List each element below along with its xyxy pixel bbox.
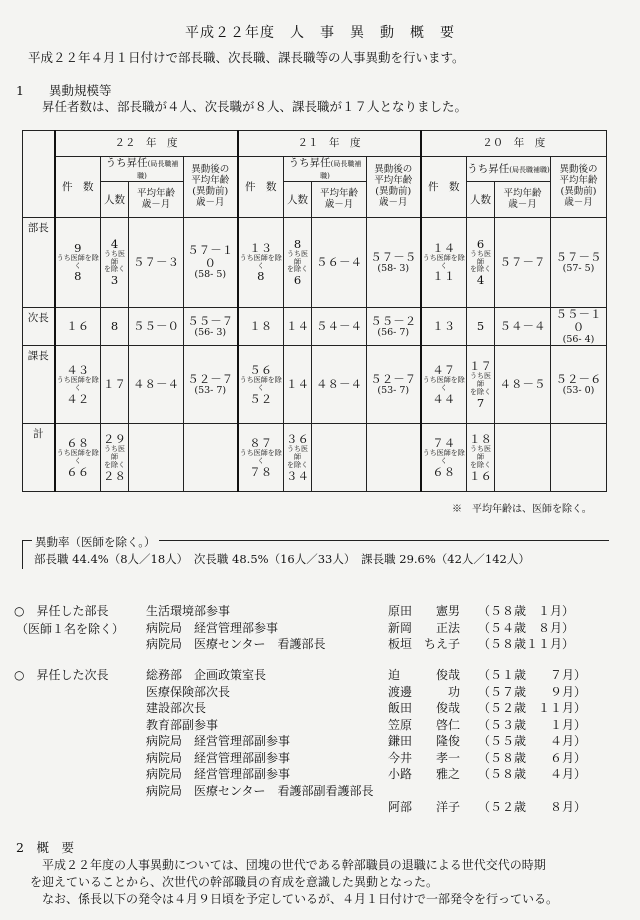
person-name: 新岡 正法	[388, 620, 461, 635]
person-age: （５８歳 ４月）	[478, 767, 587, 781]
avg-after-header-line: 異動後の	[559, 164, 598, 176]
promo-value: 8	[110, 319, 119, 334]
avg-before-value: (53- 7)	[194, 385, 227, 397]
count-value: ５６	[249, 363, 273, 378]
exclude-note: く	[257, 383, 265, 392]
person-age: （５２歳 １１月）	[478, 701, 587, 715]
promo-value: 8	[293, 236, 302, 251]
exclude-note: うち医師	[287, 445, 308, 462]
avg-after-header-line: 歳－月	[378, 196, 408, 208]
exclude-note: うち医師	[104, 250, 125, 266]
avg-value: ４８－５	[499, 377, 546, 392]
promo-header	[467, 157, 551, 182]
personnel-table	[22, 130, 607, 492]
person-age: （５５歳 ４月）	[478, 734, 587, 748]
avg-after-header	[551, 157, 607, 218]
count-value: １８	[249, 319, 273, 334]
row-label: 部長	[23, 218, 55, 308]
avg-header	[495, 182, 551, 218]
avg-after-value: ５７－１０	[187, 242, 234, 271]
section1-text: 昇任者数は、部長職が４人、次長職が８人、課長職が１７人となりました。	[42, 99, 468, 114]
avg-after-cell	[184, 308, 238, 346]
avg-before-value: (56- 4)	[562, 333, 595, 345]
avg-after-value: ５７－５	[370, 249, 417, 264]
count-value-excl: ６６	[66, 464, 90, 479]
exclude-note: うち医師を除	[422, 449, 465, 458]
avg-before-value: (58- 5)	[194, 269, 227, 281]
person-name: 渡邊 功	[388, 684, 461, 699]
avg-after-header-line: 平均年齢	[191, 175, 230, 187]
avg-after-cell	[184, 424, 238, 492]
table-row	[23, 424, 607, 492]
promo-value-excl: ３４	[286, 468, 309, 483]
promo-header-note: (局長職補職)	[509, 166, 550, 175]
person-post: 病院局 医療センター 看護部副看護部長	[146, 783, 374, 798]
avg-cell	[495, 346, 551, 424]
avg-cell	[312, 308, 367, 346]
row-label: 計	[23, 424, 55, 492]
table-row	[23, 346, 607, 424]
promo-value-excl: 7	[476, 395, 485, 410]
year-header-22: ２２ 年 度	[55, 131, 238, 157]
person-age: （５８歳１１月）	[478, 637, 575, 651]
avg-after-header-line: 平均年齢	[374, 175, 413, 187]
page-title: 平成２２年度 人 事 異 動 概 要	[185, 25, 455, 41]
exclude-note: を除く	[104, 265, 125, 274]
promo-value: ２９	[103, 432, 126, 447]
avg-header-line: 平均年齢	[503, 187, 542, 199]
count-value: １４	[432, 240, 456, 255]
promo-header-label: うち昇任	[288, 157, 331, 169]
count-cell	[238, 424, 284, 492]
avg-before-value: (57- 5)	[562, 262, 595, 274]
count-header: 件 数	[55, 157, 101, 218]
count-value-excl: ４２	[66, 391, 90, 406]
avg-after-value: ５５－２	[370, 313, 417, 328]
avg-before-value: (53- 0)	[562, 385, 595, 397]
avg-after-header-line: 歳－月	[195, 196, 225, 208]
count-value: 9	[74, 240, 82, 255]
avg-value: ５７－３	[133, 255, 179, 270]
count-cell	[55, 346, 101, 424]
avg-after-header-line: 歳－月	[564, 196, 593, 208]
table-note: ※ 平均年齢は、医師を除く。	[452, 504, 592, 515]
person-name: 板垣 ちえ子	[388, 637, 461, 651]
exclude-note: うち医師を除	[422, 253, 465, 262]
person-post: 生活環境部参事	[146, 604, 231, 618]
count-value-excl: １１	[432, 269, 456, 284]
count-value: ６８	[66, 436, 90, 451]
count-value-excl: ４４	[432, 391, 456, 406]
person-post: 病院局 経営管理部副参事	[146, 750, 291, 765]
person-name: 小路 雅之	[388, 767, 461, 781]
person-post: 病院局 経営管理部参事	[146, 620, 279, 635]
avg-cell	[312, 218, 367, 308]
avg-cell	[129, 218, 184, 308]
avg-after-header-line: (異動前)	[560, 186, 597, 198]
promo-cell	[467, 218, 495, 308]
count-value: ４３	[66, 363, 90, 378]
promo-header-note: (局長職補職)	[320, 160, 362, 181]
avg-value: ５４－４	[316, 319, 362, 334]
table-row	[23, 218, 607, 308]
people-header: 人数	[467, 182, 495, 218]
row-label: 課長	[23, 346, 55, 424]
avg-cell	[312, 424, 367, 492]
avg-after-cell	[551, 424, 607, 492]
avg-cell	[495, 308, 551, 346]
person-name: 今井 孝一	[388, 750, 461, 765]
promo-value: 4	[110, 236, 119, 251]
person-post: 医療保険部次長	[146, 684, 231, 699]
exclude-note: く	[74, 261, 82, 270]
avg-header	[312, 182, 367, 218]
count-value: １３	[432, 319, 456, 334]
exclude-note: く	[74, 456, 82, 465]
exclude-note: うち医師	[470, 372, 491, 389]
avg-cell	[495, 424, 551, 492]
section2-heading: 2 概 要	[16, 840, 74, 855]
avg-header-line: 平均年齢	[319, 187, 358, 199]
count-cell	[238, 308, 284, 346]
year-header-20: ２０ 年 度	[421, 131, 607, 157]
promo-header-note: (局長職補職)	[137, 160, 179, 181]
count-cell	[55, 218, 101, 308]
person-age: （５２歳 ８月）	[478, 799, 587, 814]
avg-value: ５６－４	[316, 255, 362, 270]
promo-cell	[284, 308, 312, 346]
avg-after-cell	[551, 308, 607, 346]
person-age: （５８歳 １月）	[478, 604, 575, 618]
exclude-note: うち医師を除	[239, 449, 282, 458]
avg-header-line: 歳－月	[508, 198, 537, 210]
person-name: 迫 俊哉	[388, 668, 461, 682]
avg-value: ５７－７	[499, 255, 546, 270]
count-cell	[55, 308, 101, 346]
person-post: 教育部副参事	[146, 717, 219, 732]
avg-after-cell	[551, 218, 607, 308]
exclude-note: うち医師	[104, 445, 125, 462]
count-value: ８７	[249, 436, 273, 451]
exclude-note: を除く	[287, 265, 308, 274]
person-age: （５４歳 ８月）	[478, 620, 575, 635]
promo-value-excl: 3	[110, 273, 119, 288]
avg-header-line: 平均年齢	[136, 187, 175, 199]
avg-after-cell	[367, 218, 421, 308]
count-cell	[421, 218, 467, 308]
promo-cell	[101, 218, 129, 308]
promo-header-label: うち昇任	[467, 163, 510, 176]
section2-para3: なお、係長以下の発令は４月９日頃を予定しているが、４月１日付けで一部発令を行っている。	[42, 892, 559, 906]
avg-value: ４８－４	[133, 377, 179, 392]
promo-value: １４	[286, 377, 309, 392]
promo-cell	[467, 424, 495, 492]
exclude-note: く	[440, 261, 448, 270]
avg-after-cell	[184, 218, 238, 308]
avg-value: ５４－４	[499, 319, 546, 334]
avg-header-line: 歳－月	[141, 198, 171, 210]
count-cell	[238, 346, 284, 424]
avg-after-cell	[184, 346, 238, 424]
count-cell	[238, 218, 284, 308]
directors-heading: ○ 昇任した部長	[14, 604, 109, 618]
avg-cell	[129, 424, 184, 492]
promo-cell	[284, 424, 312, 492]
avg-after-header	[184, 157, 238, 218]
exclude-note: うち医師を除	[56, 376, 99, 385]
exclude-note: うち医師を除	[422, 376, 465, 385]
exclude-note: を除く	[470, 265, 491, 274]
count-value-excl: ６８	[432, 464, 456, 479]
exclude-note: うち医師を除	[56, 449, 99, 458]
avg-after-cell	[367, 346, 421, 424]
count-value: １６	[66, 319, 90, 334]
count-header: 件 数	[238, 157, 284, 218]
person-post: 病院局 経営管理部副参事	[146, 767, 291, 781]
avg-before-value: (58- 3)	[377, 262, 410, 274]
person-age: （５１歳 ７月）	[478, 668, 587, 682]
exclude-note: うち医師	[470, 445, 491, 462]
rate-line: 部長職 44.4%（8人／18人） 次長職 48.5%（16人／33人） 課長職 29.6%（42人／142人）	[34, 552, 530, 566]
exclude-note: うち医師	[470, 250, 491, 266]
count-value-excl: 8	[257, 269, 265, 284]
avg-cell	[495, 218, 551, 308]
promo-value: １８	[469, 432, 492, 447]
avg-after-header-line: (異動前)	[375, 186, 412, 198]
promo-cell	[101, 308, 129, 346]
exclude-note: うち医師	[287, 250, 308, 266]
avg-after-header	[367, 157, 421, 218]
avg-cell	[129, 346, 184, 424]
promo-value: 6	[476, 236, 485, 251]
people-header: 人数	[284, 182, 312, 218]
avg-after-header-line: 異動後の	[191, 164, 230, 176]
avg-after-value: ５５－１０	[555, 307, 602, 335]
avg-after-cell	[367, 308, 421, 346]
exclude-note: く	[440, 383, 448, 392]
person-name: 鎌田 隆俊	[388, 734, 461, 748]
avg-before-value: (56- 7)	[377, 326, 410, 338]
avg-after-cell	[367, 424, 421, 492]
avg-after-value: ５７－５	[555, 249, 602, 264]
rate-title: 異動率（医師を除く。）	[32, 534, 159, 550]
promo-cell	[467, 346, 495, 424]
intro-text: 平成２２年４月１日付けで部長職、次長職、課長職等の人事異動を行います。	[28, 50, 465, 65]
promo-value: 5	[476, 319, 485, 334]
avg-after-header-line: (異動前)	[192, 186, 229, 198]
avg-after-value: ５５－７	[187, 313, 234, 328]
count-cell	[421, 308, 467, 346]
avg-cell	[312, 346, 367, 424]
person-age: （５８歳 ６月）	[478, 750, 587, 765]
promo-cell	[101, 346, 129, 424]
count-value: ４７	[432, 363, 456, 378]
exclude-note: うち医師を除	[239, 376, 282, 385]
deputies-heading: ○ 昇任した次長	[14, 668, 109, 682]
year-header-21: ２１ 年 度	[238, 131, 421, 157]
person-post: 総務部 企画政策室長	[146, 668, 267, 682]
exclude-note: を除く	[470, 460, 491, 469]
avg-after-cell	[551, 346, 607, 424]
promo-value: １７	[469, 359, 492, 374]
avg-header-line: 歳－月	[324, 198, 354, 210]
exclude-note: うち医師を除	[56, 253, 99, 262]
exclude-note: く	[74, 383, 82, 392]
person-name: 阿部 洋子	[388, 799, 461, 814]
section2-para1: 平成２２年度の人事異動については、団塊の世代である幹部職員の退職による世代交代の時期	[42, 858, 546, 872]
exclude-note: く	[257, 456, 265, 465]
promo-header-label: うち昇任	[105, 157, 148, 169]
avg-value: ５５－０	[133, 319, 179, 334]
exclude-note: を除く	[287, 460, 308, 469]
person-post: 病院局 経営管理部副参事	[146, 734, 291, 748]
exclude-note: く	[440, 456, 448, 465]
avg-after-value: ５２－７	[370, 371, 417, 386]
promo-cell	[101, 424, 129, 492]
promo-cell	[284, 346, 312, 424]
count-value: ７４	[432, 436, 456, 451]
promo-cell	[467, 308, 495, 346]
promo-value-excl: 4	[476, 273, 485, 288]
person-age: （５７歳 ９月）	[478, 684, 587, 699]
exclude-note: うち医師を除	[239, 253, 282, 262]
avg-after-value: ５２－７	[187, 371, 234, 386]
count-cell	[55, 424, 101, 492]
person-name: 原田 憲男	[388, 604, 461, 618]
person-age: （５３歳 １月）	[478, 717, 587, 732]
count-value-excl: 8	[74, 269, 82, 284]
avg-header	[129, 182, 184, 218]
row-label: 次長	[23, 308, 55, 346]
person-name: 飯田 俊哉	[388, 701, 461, 715]
avg-after-value: ５２－６	[555, 371, 602, 386]
table-row	[23, 308, 607, 346]
promo-value: １４	[286, 319, 309, 334]
section2-para2: を迎えていることから、次世代の幹部職員の育成を意識した異動となった。	[30, 875, 439, 889]
avg-after-header-line: 異動後の	[374, 164, 413, 176]
avg-before-value: (56- 3)	[194, 326, 227, 338]
section1-heading: 1 異動規模等	[16, 83, 112, 98]
exclude-note: を除く	[470, 387, 491, 396]
exclude-note: く	[257, 261, 265, 270]
promo-value-excl: ２８	[103, 468, 126, 483]
promo-value: １７	[103, 377, 126, 392]
exclude-note: を除く	[104, 460, 125, 469]
avg-cell	[129, 308, 184, 346]
count-value-excl: ７８	[249, 464, 273, 479]
person-post: 建設部次長	[146, 701, 207, 715]
count-header: 件 数	[421, 157, 467, 218]
avg-after-header-line: 平均年齢	[559, 175, 598, 187]
avg-before-value: (53- 7)	[377, 385, 410, 397]
count-value-excl: ５２	[249, 391, 273, 406]
corner-cell	[23, 131, 55, 218]
people-header: 人数	[101, 182, 129, 218]
promo-cell	[284, 218, 312, 308]
promo-value-excl: 6	[293, 273, 302, 288]
promo-value-excl: １６	[469, 468, 492, 483]
person-post: 病院局 医療センター 看護部長	[146, 637, 326, 651]
count-value: １３	[249, 240, 273, 255]
promo-header	[284, 157, 367, 182]
promo-header	[101, 157, 184, 182]
avg-value: ４８－４	[316, 377, 362, 392]
person-name: 笠原 啓仁	[388, 717, 461, 732]
count-cell	[421, 346, 467, 424]
promo-value: ３６	[286, 432, 309, 447]
directors-subheading: （医師１名を除く）	[16, 622, 125, 636]
count-cell	[421, 424, 467, 492]
